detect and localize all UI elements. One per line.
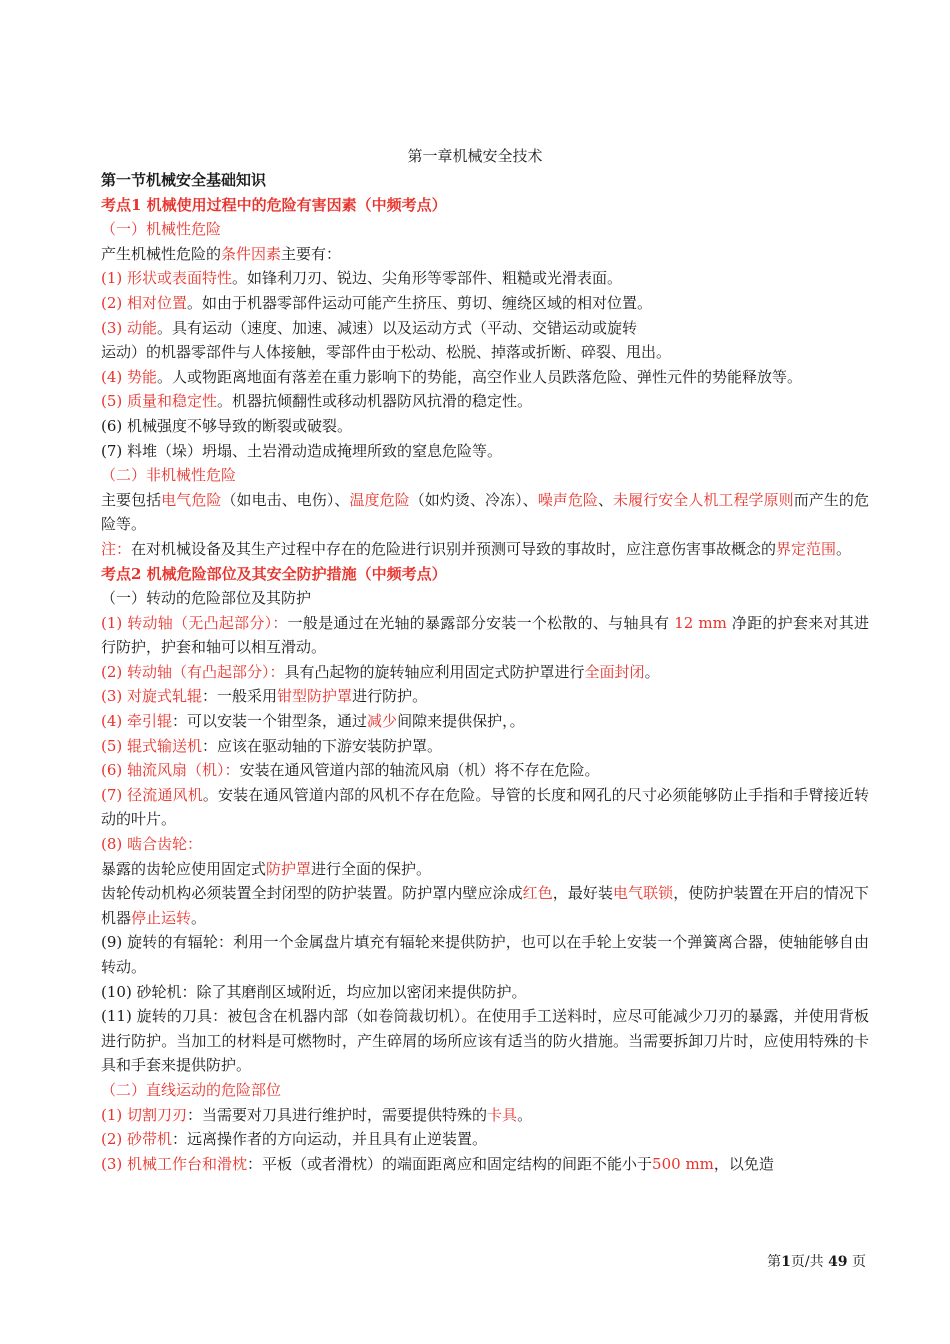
text-segment: 。	[836, 539, 852, 558]
text-segment: ：可以安装一个钳型条，通过	[172, 712, 368, 731]
paragraph	[101, 168, 869, 193]
paragraph	[101, 242, 869, 267]
text-segment: 。人或物距离地面有落差在重力影响下的势能，高空作业人员跌落危险、弹性元件的势能释放等。	[157, 367, 803, 386]
highlighted-text: 防护罩	[266, 859, 312, 878]
footer-prefix: 第	[767, 1254, 782, 1270]
text-segment: 主要有：	[281, 244, 342, 263]
highlighted-text: 界定范围	[776, 539, 837, 558]
text-segment: 。机器抗倾翻性或移动机器防风抗滑的稳定性。	[217, 392, 533, 411]
highlighted-text: 12 mm	[674, 613, 727, 632]
paragraph	[101, 758, 869, 783]
highlighted-text: 停止运转	[131, 908, 192, 927]
highlighted-text: (3) 对旋式轧辊	[101, 687, 203, 706]
paragraph	[101, 266, 869, 291]
paragraph	[101, 463, 869, 488]
text-segment: ：远离操作者的方向运动，并且具有止逆装置。	[172, 1130, 488, 1149]
text-segment: 在对机械设备及其生产过程中存在的危险进行识别并预测可导致的事故时，应注意伤害事故概念的	[131, 539, 777, 558]
paragraph	[101, 611, 869, 660]
document-body	[101, 168, 869, 1176]
text-segment: (6) 机械强度不够导致的断裂或破裂。	[101, 416, 353, 435]
highlighted-text: 电气联锁	[613, 884, 674, 903]
text-segment: 净距的护套来对其进行防护，护套和轴可以相互滑动。	[101, 613, 869, 657]
paragraph	[101, 316, 869, 341]
text-segment: ，最好装	[552, 884, 613, 903]
text-segment: 间隙来提供保护，。	[397, 712, 525, 731]
highlighted-text: (5) 质量和稳定性	[101, 392, 218, 411]
highlighted-text: 考点1 机械使用过程中的危险有害因素（中频考点）	[101, 195, 447, 214]
text-segment: 。	[517, 1105, 533, 1124]
highlighted-text: (2) 相对位置	[101, 293, 188, 312]
text-segment: 安装在通风管道内部的轴流风扇（机）将不存在危险。	[239, 761, 600, 780]
highlighted-text: (1) 切割刀刃	[101, 1105, 188, 1124]
highlighted-text: (2) 砂带机	[101, 1130, 173, 1149]
highlighted-text: (5) 辊式输送机	[101, 736, 203, 755]
text-segment: (7) 料堆（垛）坍塌、土岩滑动造成掩埋所致的窒息危险等。	[101, 441, 503, 460]
text-segment: ：应该在驱动轴的下游安装防护罩。	[202, 736, 443, 755]
highlighted-text: (7) 径流通风机	[101, 785, 203, 804]
paragraph	[101, 734, 869, 759]
page-footer	[767, 1252, 866, 1272]
text-segment: （一）转动的危险部位及其防护	[101, 589, 312, 608]
highlighted-text: (3) 机械工作台和滑枕	[101, 1154, 248, 1173]
text-segment: 暴露的齿轮应使用固定式	[101, 859, 267, 878]
paragraph	[101, 980, 869, 1005]
text-segment: 。	[191, 908, 207, 927]
paragraph	[101, 365, 869, 390]
highlighted-text: 条件因素	[221, 244, 282, 263]
highlighted-text: 减少	[367, 712, 398, 731]
text-segment: 一般是通过在光轴的暴露部分安装一个松散的、与轴具有	[287, 613, 675, 632]
paragraph	[101, 488, 869, 537]
paragraph	[101, 340, 869, 365]
paragraph	[101, 783, 869, 832]
highlighted-text: (1) 形状或表面特性	[101, 269, 233, 288]
text-segment: （如电击、电伤）、	[221, 490, 350, 509]
highlighted-text: (3) 动能	[101, 318, 158, 337]
highlighted-text: （二）非机械性危险	[101, 466, 237, 485]
text-segment: 。	[644, 662, 660, 681]
highlighted-text: 考点2 机械危险部位及其安全防护措施（中频考点）	[101, 564, 447, 583]
text-segment: 运动）的机器零部件与人体接触，零部件由于松动、松脱、掉落或折断、碎裂、甩出。	[101, 343, 672, 362]
paragraph	[101, 1078, 869, 1103]
text-segment: 。具有运动（速度、加速、减速）以及运动方式（平动、交错运动或旋转	[157, 318, 638, 337]
highlighted-text: (2) 转动轴（有凸起部分）：	[101, 662, 285, 681]
paragraph	[101, 684, 869, 709]
text-segment: 第一节机械安全基础知识	[101, 171, 267, 189]
paragraph	[101, 1127, 869, 1152]
highlighted-text: (1) 转动轴（无凸起部分）：	[101, 613, 288, 632]
highlighted-text: (4) 牵引辊	[101, 712, 173, 731]
footer-suffix: 页	[847, 1254, 866, 1270]
text-segment: 、	[597, 490, 614, 509]
highlighted-text: 卡具	[487, 1105, 518, 1124]
paragraph	[101, 414, 869, 439]
footer-middle: 页/共	[790, 1254, 829, 1270]
footer-page-number: 1	[781, 1254, 791, 1270]
text-segment: 。如由于机器零部件运动可能产生挤压、剪切、缠绕区域的相对位置。	[187, 293, 653, 312]
paragraph	[101, 1103, 869, 1128]
highlighted-text: 红色	[522, 884, 553, 903]
highlighted-text: （二）直线运动的危险部位	[101, 1080, 282, 1099]
text-segment: 具有凸起物的旋转轴应利用固定式防护罩进行	[284, 662, 585, 681]
text-segment: 。安装在通风管道内部的风机不存在危险。导管的长度和网孔的尺寸必须能够防止手指和手臂接近转动的叶片。	[101, 785, 869, 829]
highlighted-text: 钳型防护罩	[277, 687, 353, 706]
paragraph	[101, 832, 869, 857]
highlighted-text: (6) 轴流风扇（机）：	[101, 761, 240, 780]
highlighted-text: 500 mm	[652, 1154, 714, 1173]
paragraph	[101, 439, 869, 464]
text-segment: 产生机械性危险的	[101, 244, 222, 263]
text-segment: 进行全面的保护。	[311, 859, 432, 878]
text-segment: ：平板（或者滑枕）的端面距离应和固定结构的间距不能小于	[247, 1154, 653, 1173]
paragraph	[101, 930, 869, 979]
highlighted-text: （一）机械性危险	[101, 220, 222, 239]
footer-total-pages: 49	[828, 1254, 848, 1270]
highlighted-text: 电气危险	[161, 490, 222, 509]
paragraph	[101, 881, 869, 930]
paragraph	[101, 660, 869, 685]
text-segment: ，以免造	[713, 1154, 774, 1173]
text-segment: 主要包括	[101, 490, 162, 509]
paragraph	[101, 586, 869, 611]
paragraph	[101, 1004, 869, 1078]
text-segment: 而产生的危险等。	[101, 490, 869, 534]
highlighted-text: (8) 啮合齿轮：	[101, 835, 203, 854]
paragraph	[101, 389, 869, 414]
highlighted-text: 未履行安全人机工程学原则	[613, 490, 794, 509]
paragraph	[101, 217, 869, 242]
highlighted-text: 温度危险	[349, 490, 410, 509]
text-segment: ，使防护装置在开启的情况下机器	[101, 884, 869, 927]
highlighted-text: 全面封闭	[584, 662, 645, 681]
text-segment: ：一般采用	[202, 687, 278, 706]
highlighted-text: (4) 势能	[101, 367, 158, 386]
chapter-title: 第一章机械安全技术	[407, 147, 543, 165]
paragraph	[101, 562, 869, 587]
text-segment: （如灼烫、冷冻）、	[409, 490, 538, 509]
highlighted-text: 噪声危险	[537, 490, 598, 509]
text-segment: 进行防护。	[352, 687, 428, 706]
paragraph	[101, 291, 869, 316]
text-segment: (9) 旋转的有辐轮：利用一个金属盘片填充有辐轮来提供防护，也可以在手轮上安装一个弹簧离合器，使轴能够自由转动。	[101, 933, 869, 976]
paragraph	[101, 1152, 869, 1177]
paragraph	[101, 193, 869, 218]
text-segment: (10) 砂轮机：除了其磨削区域附近，均应加以密闭来提供防护。	[101, 982, 527, 1001]
paragraph	[101, 857, 869, 882]
text-segment: 。如锋利刀刃、锐边、尖角形等零部件、粗糙或光滑表面。	[232, 269, 623, 288]
paragraph	[101, 709, 869, 734]
highlighted-text: 注：	[101, 539, 132, 558]
text-segment: (11) 旋转的刀具：被包含在机器内部（如卷筒裁切机）。在使用手工送料时，应尽可能减少刀刃的暴露，并使用背板进行防护。当加工的材料是可燃物时，产生碎屑的场所应该有适当的防火措施。当需要拆卸刀片时，应使用特殊的卡具和手套来提供防护。	[101, 1007, 869, 1075]
text-segment: ：当需要对刀具进行维护时，需要提供特殊的	[187, 1105, 488, 1124]
text-segment: 齿轮传动机构必须装置全封闭型的防护装置。防护罩内壁应涂成	[101, 884, 523, 903]
paragraph	[101, 537, 869, 562]
